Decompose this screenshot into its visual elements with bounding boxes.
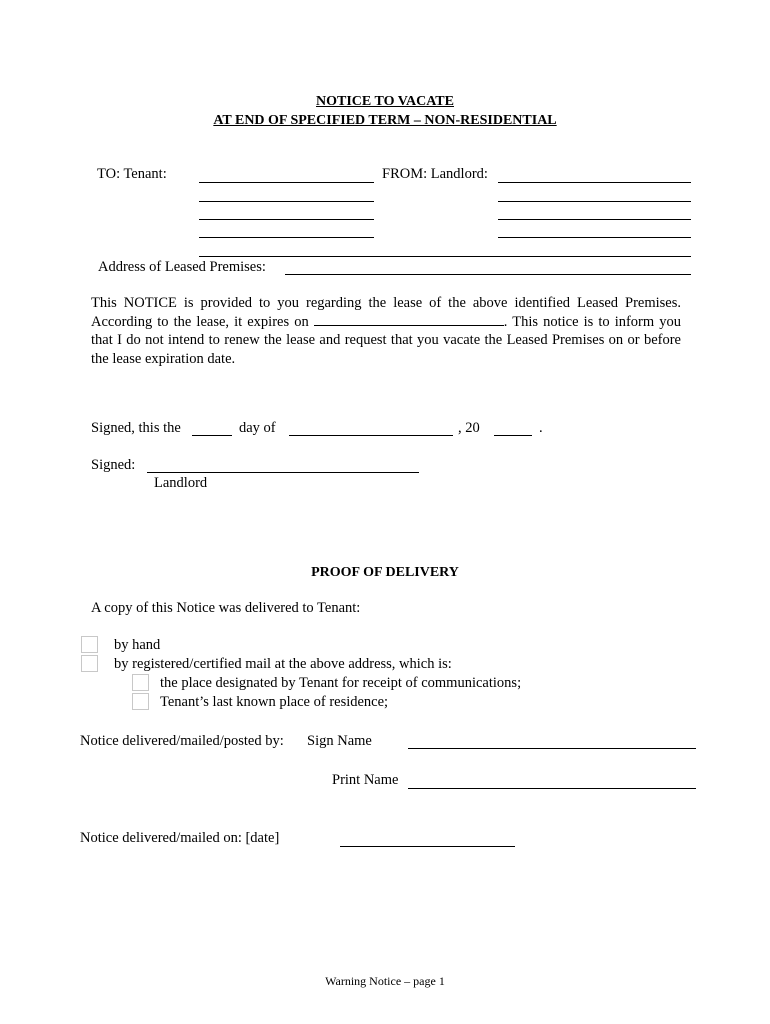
- sign-name-label: Sign Name: [307, 733, 372, 749]
- leased-premises-address-field[interactable]: [285, 274, 691, 275]
- last-known-residence-checkbox[interactable]: [132, 693, 149, 710]
- date-period: .: [539, 420, 543, 436]
- year-field[interactable]: [494, 435, 532, 436]
- landlord-address-field-3[interactable]: [498, 237, 691, 238]
- day-of-label: day of: [239, 420, 276, 436]
- notice-paragraph: [91, 294, 681, 368]
- landlord-name-field[interactable]: [498, 182, 691, 183]
- day-field[interactable]: [192, 435, 232, 436]
- notice-text-part-1: This NOTICE is provided to you regarding the lease of the above identified Leased Premises. According to the lease, it expires on: [91, 295, 681, 330]
- to-tenant-label: TO: Tenant:: [97, 166, 167, 182]
- tenant-address-field-3[interactable]: [199, 237, 374, 238]
- last-known-residence-label: Tenant’s last known place of residence;: [160, 694, 389, 710]
- tenant-name-field[interactable]: [199, 182, 374, 183]
- landlord-caption: Landlord: [154, 475, 208, 491]
- tenant-address-field-2[interactable]: [199, 219, 374, 220]
- landlord-address-field-1[interactable]: [498, 201, 691, 202]
- signed-this-label: Signed, this the: [91, 420, 181, 436]
- signed-label: Signed:: [91, 457, 136, 473]
- lease-expiration-date-field[interactable]: [314, 313, 504, 326]
- designated-place-label: the place designated by Tenant for receipt of communications;: [160, 675, 522, 691]
- proof-intro: A copy of this Notice was delivered to Tenant:: [91, 600, 361, 616]
- designated-place-checkbox[interactable]: [132, 674, 149, 691]
- print-name-field[interactable]: [408, 788, 696, 789]
- title-line-2: AT END OF SPECIFIED TERM – NON-RESIDENTIAL: [213, 113, 557, 128]
- delivered-on-label: Notice delivered/mailed on: [date]: [80, 830, 280, 846]
- by-hand-label: by hand: [114, 637, 161, 653]
- by-hand-checkbox[interactable]: [81, 636, 98, 653]
- page-footer: Warning Notice – page 1: [325, 974, 445, 988]
- delivered-on-date-field[interactable]: [340, 846, 515, 847]
- by-mail-label: by registered/certified mail at the above address, which is:: [114, 656, 452, 672]
- print-name-label: Print Name: [332, 772, 399, 788]
- title-line-1: NOTICE TO VACATE: [316, 94, 454, 109]
- notice-text-part-2: . This notice is to inform you that I do not intend to renew the lease and request that you vacate the Leased Premises on or before the lease expiration date.: [91, 313, 681, 367]
- sign-name-field[interactable]: [408, 748, 696, 749]
- address-leased-premises-label: Address of Leased Premises:: [98, 259, 266, 275]
- extra-address-field[interactable]: [199, 256, 691, 257]
- month-field[interactable]: [289, 435, 453, 436]
- delivered-by-label: Notice delivered/mailed/posted by:: [80, 733, 284, 749]
- landlord-address-field-2[interactable]: [498, 219, 691, 220]
- from-landlord-label: FROM: Landlord:: [382, 166, 488, 182]
- year-prefix-label: , 20: [458, 420, 480, 436]
- by-mail-checkbox[interactable]: [81, 655, 98, 672]
- landlord-signature-field[interactable]: [147, 472, 419, 473]
- tenant-address-field-1[interactable]: [199, 201, 374, 202]
- proof-of-delivery-heading: PROOF OF DELIVERY: [311, 565, 459, 580]
